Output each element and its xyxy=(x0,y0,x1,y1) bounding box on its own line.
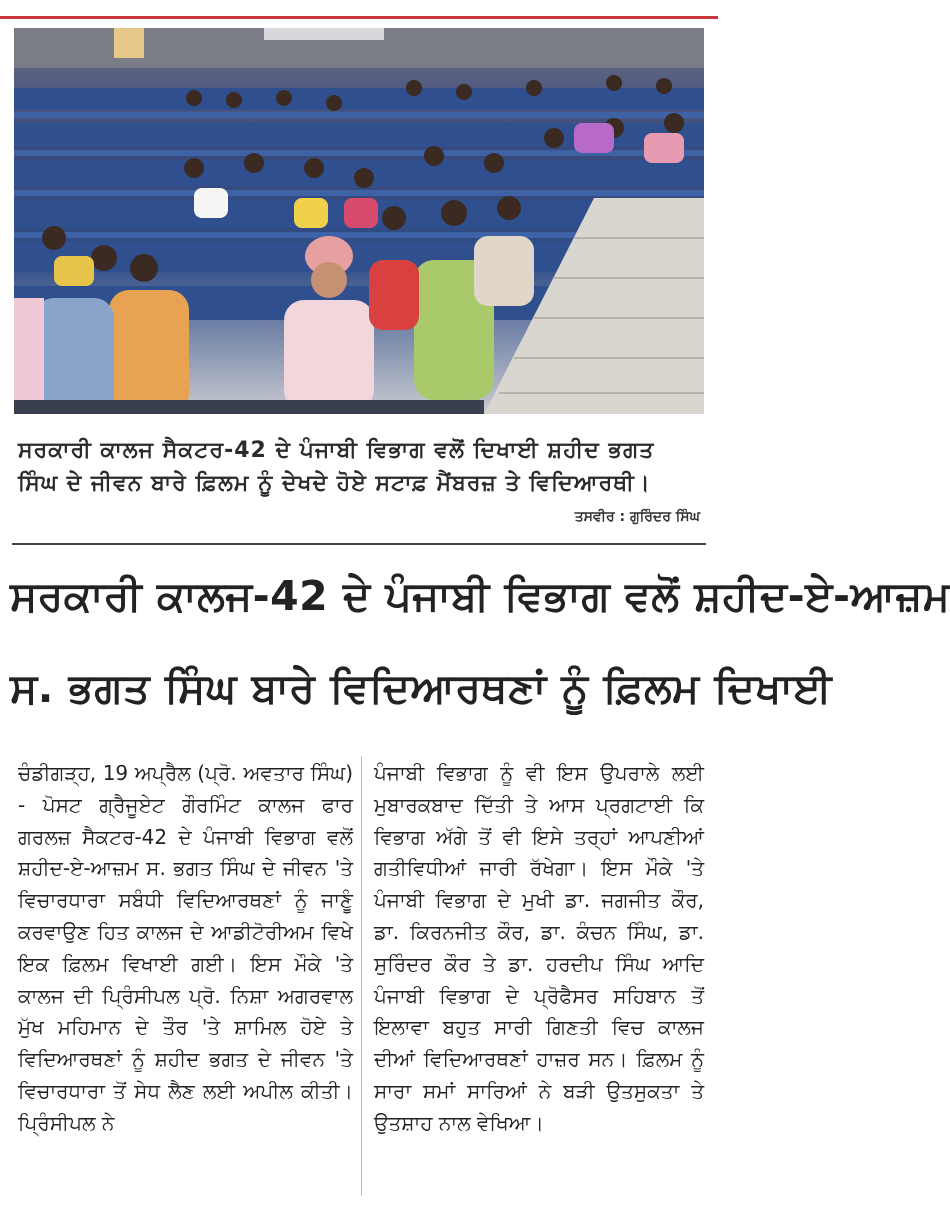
headline-line-2: ਸ. ਭਗਤ ਸਿੰਘ ਬਾਰੇ ਵਿਦਿਆਰਥਣਾਂ ਨੂੰ ਫ਼ਿਲਮ ਦਿਖਾਈ xyxy=(10,664,833,712)
column-divider xyxy=(361,756,362,1196)
headline-line-1: ਸਰਕਾਰੀ ਕਾਲਜ-42 ਦੇ ਪੰਜਾਬੀ ਵਿਭਾਗ ਵਲੋਂ ਸ਼ਹੀਦ-ਏ-ਆਜ਼ਮ xyxy=(10,572,950,620)
article-paragraph-left: ਚੰਡੀਗੜ੍ਹ, 19 ਅਪ੍ਰੈਲ (ਪ੍ਰੋ. ਅਵਤਾਰ ਸਿੰਘ) - ਪੋਸਟ ਗ੍ਰੈਜੂਏਟ ਗੌਰਮਿੰਟ ਕਾਲਜ ਫਾਰ ਗਰਲਜ਼ ਸੈਕਟਰ-42 ਦੇ ਪੰਜਾਬੀ ਵਿਭਾਗ ਵਲੋਂ ਸ਼ਹੀਦ-ਏ-ਆਜ਼ਮ ਸ. ਭਗਤ ਸਿੰਘ ਦੇ ਜੀਵਨ 'ਤੇ ਵਿਚਾਰਧਾਰਾ ਸਬੰਧੀ ਵਿਦਿਆਰਥਣਾਂ ਨੂੰ ਜਾਣੂੰ ਕਰਵਾਉਣ ਹਿਤ ਕਾਲਜ ਦੇ ਆਡੀਟੋਰੀਅਮ ਵਿਖੇ ਇਕ ਫ਼ਿਲਮ ਵਿਖਾਈ ਗਈ। ਇਸ ਮੌਕੇ 'ਤੇ ਕਾਲਜ ਦੀ ਪ੍ਰਿੰਸੀਪਲ ਪ੍ਰੋ. ਨਿਸ਼ਾ ਅਗਰਵਾਲ ਮੁੱਖ ਮਹਿਮਾਨ ਦੇ ਤੌਰ 'ਤੇ ਸ਼ਾਮਿਲ ਹੋਏ ਤੇ ਵਿਦਿਆਰਥਣਾਂ ਨੂੰ ਸ਼ਹੀਦ ਭਗਤ ਦੇ ਜੀਵਨ 'ਤੇ ਵਿਚਾਰਧਾਰਾ ਤੋਂ ਸੇਧ ਲੈਣ ਲਈ ਅਪੀਲ ਕੀਤੀ। ਪ੍ਰਿੰਸੀਪਲ ਨੇ xyxy=(18,761,353,1135)
top-border xyxy=(0,0,718,19)
article-column-left xyxy=(18,758,353,1140)
auditorium-photo xyxy=(14,28,704,414)
photo-credit: ਤਸਵੀਰ : ਗੁਰਿੰਦਰ ਸਿੰਘ xyxy=(574,509,700,525)
section-divider xyxy=(12,543,706,545)
photo-caption: ਸਰਕਾਰੀ ਕਾਲਜ ਸੈਕਟਰ-42 ਦੇ ਪੰਜਾਬੀ ਵਿਭਾਗ ਵਲੋਂ ਦਿਖਾਈ ਸ਼ਹੀਦ ਭਗਤ ਸਿੰਘ ਦੇ ਜੀਵਨ ਬਾਰੇ ਫ਼ਿਲਮ ਨੂੰ ਦੇਖਦੇ ਹੋਏ ਸਟਾਫ਼ ਮੈਂਬਰਜ਼ ਤੇ ਵਿਦਿਆਰਥੀ। xyxy=(18,438,655,496)
article-paragraph-right: ਪੰਜਾਬੀ ਵਿਭਾਗ ਨੂੰ ਵੀ ਇਸ ਉਪਰਾਲੇ ਲਈ ਮੁਬਾਰਕਬਾਦ ਦਿੱਤੀ ਤੇ ਆਸ ਪ੍ਰਗਟਾਈ ਕਿ ਵਿਭਾਗ ਅੱਗੇ ਤੋਂ ਵੀ ਇਸੇ ਤਰ੍ਹਾਂ ਆਪਣੀਆਂ ਗਤੀਵਿਧੀਆਂ ਜਾਰੀ ਰੱਖੇਗਾ। ਇਸ ਮੌਕੇ 'ਤੇ ਪੰਜਾਬੀ ਵਿਭਾਗ ਦੇ ਮੁਖੀ ਡਾ. ਜਗਜੀਤ ਕੌਰ, ਡਾ. ਕਿਰਨਜੀਤ ਕੌਰ, ਡਾ. ਕੰਚਨ ਸਿੰਘ, ਡਾ. ਸੁਰਿੰਦਰ ਕੌਰ ਤੇ ਡਾ. ਹਰਦੀਪ ਸਿੰਘ ਆਦਿ ਪੰਜਾਬੀ ਵਿਭਾਗ ਦੇ ਪ੍ਰੋਫੈਸਰ ਸਹਿਬਾਨ ਤੋਂ ਇਲਾਵਾ ਬਹੁਤ ਸਾਰੀ ਗਿਣਤੀ ਵਿਚ ਕਾਲਜ ਦੀਆਂ ਵਿਦਿਆਰਥਣਾਂ ਹਾਜ਼ਰ ਸਨ। ਫ਼ਿਲਮ ਨੂੰ ਸਾਰਾ ਸਮਾਂ ਸਾਰਿਆਂ ਨੇ ਬੜੀ ਉਤਸੁਕਤਾ ਤੇ ਉਤਸ਼ਾਹ ਨਾਲ ਵੇਖਿਆ। xyxy=(374,761,704,1135)
auditorium-illustration xyxy=(14,28,704,414)
article-column-right xyxy=(374,758,704,1140)
